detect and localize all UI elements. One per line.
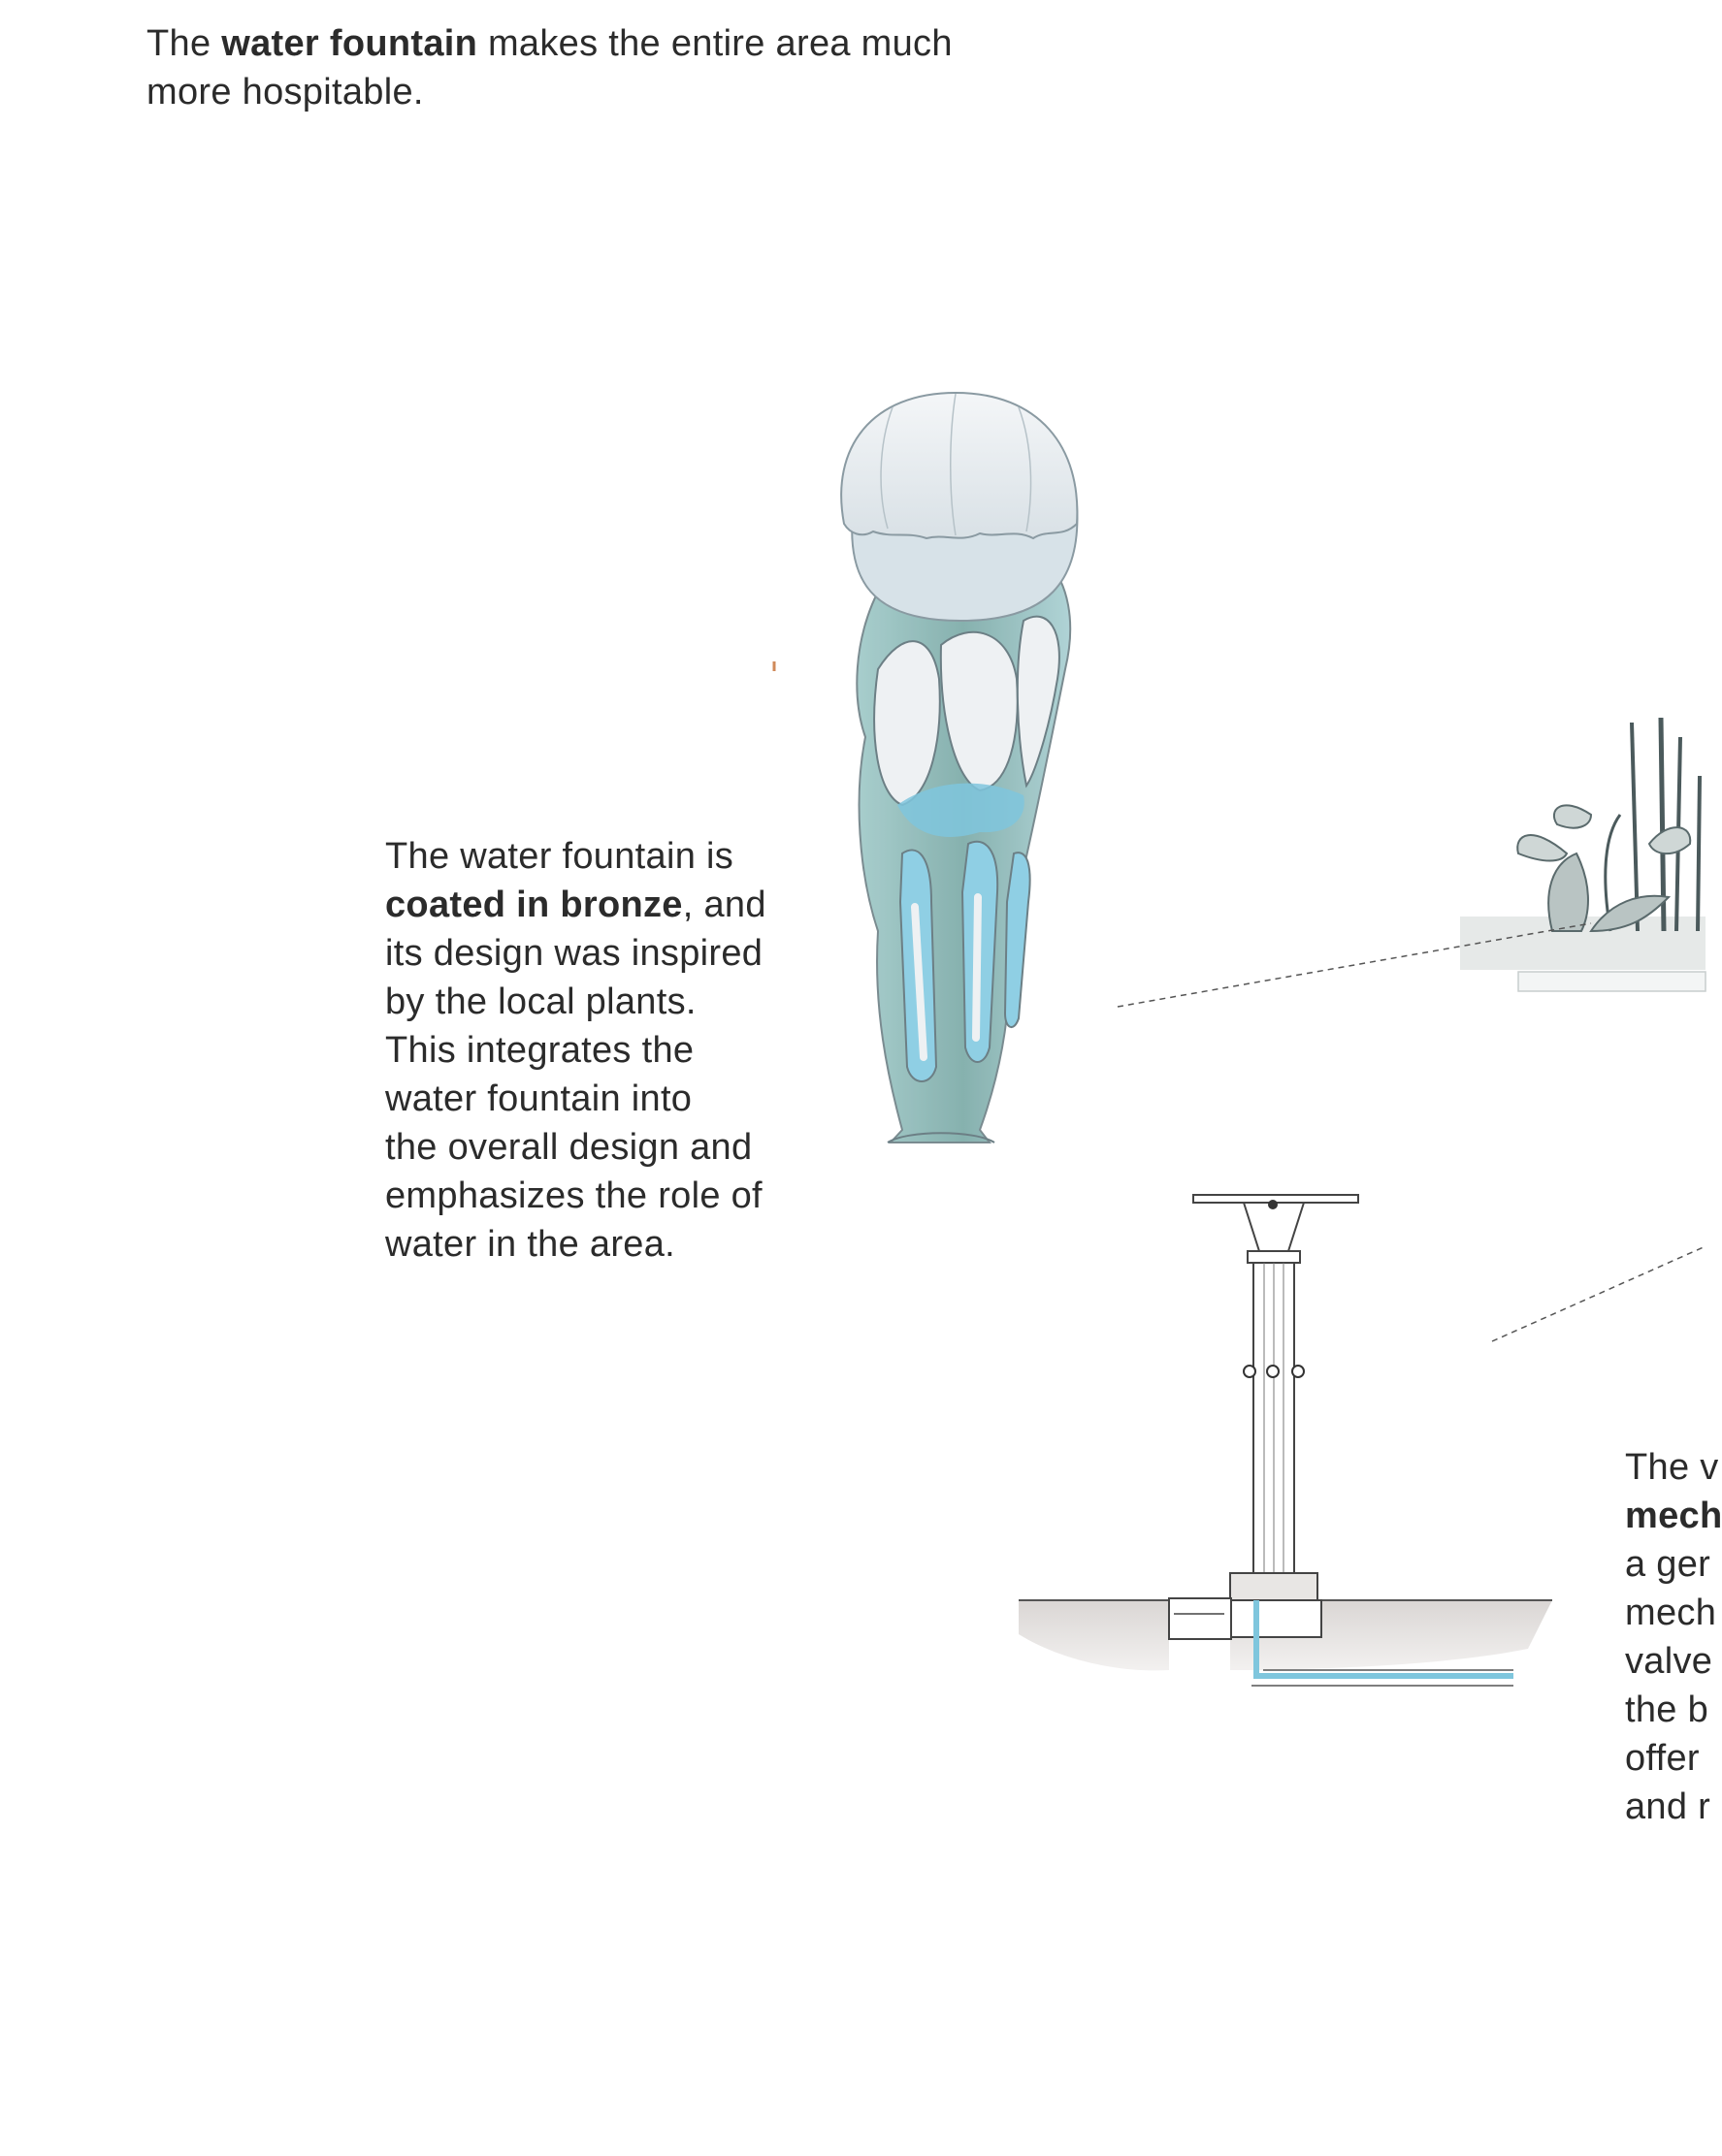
mech-line: offer bbox=[1625, 1738, 1700, 1779]
bronze-line: This integrates the bbox=[385, 1030, 695, 1071]
bronze-line: by the local plants. bbox=[385, 981, 697, 1022]
jellyfish-fountain-icon bbox=[774, 393, 1077, 1142]
bronze-bold: coated in bronze bbox=[385, 885, 683, 925]
mech-line: valve bbox=[1625, 1641, 1713, 1682]
bronze-line: emphasizes the role of bbox=[385, 1175, 763, 1216]
mech-bold: mech bbox=[1625, 1496, 1722, 1536]
bronze-line: the overall design and bbox=[385, 1127, 753, 1168]
bronze-line: The water fountain is bbox=[385, 836, 734, 877]
intro-line-1: The water fountain makes the entire area much bbox=[146, 23, 953, 64]
mech-line: mech bbox=[1625, 1593, 1717, 1633]
mech-line: and r bbox=[1625, 1786, 1711, 1827]
mech-line: The v bbox=[1625, 1447, 1719, 1488]
bronze-line: water fountain into bbox=[385, 1078, 693, 1119]
mech-line: the b bbox=[1625, 1689, 1709, 1730]
intro-line-2: more hospitable. bbox=[146, 72, 424, 113]
bronze-line: water in the area. bbox=[385, 1224, 676, 1265]
intro-bold: water fountain bbox=[221, 23, 478, 64]
plants-sketch-icon bbox=[1460, 718, 1706, 991]
mech-line: a ger bbox=[1625, 1544, 1711, 1585]
bronze-line: coated in bronze, and bbox=[385, 885, 766, 925]
bronze-line: its design was inspired bbox=[385, 933, 764, 974]
fountain-section-icon bbox=[1019, 1195, 1552, 1686]
